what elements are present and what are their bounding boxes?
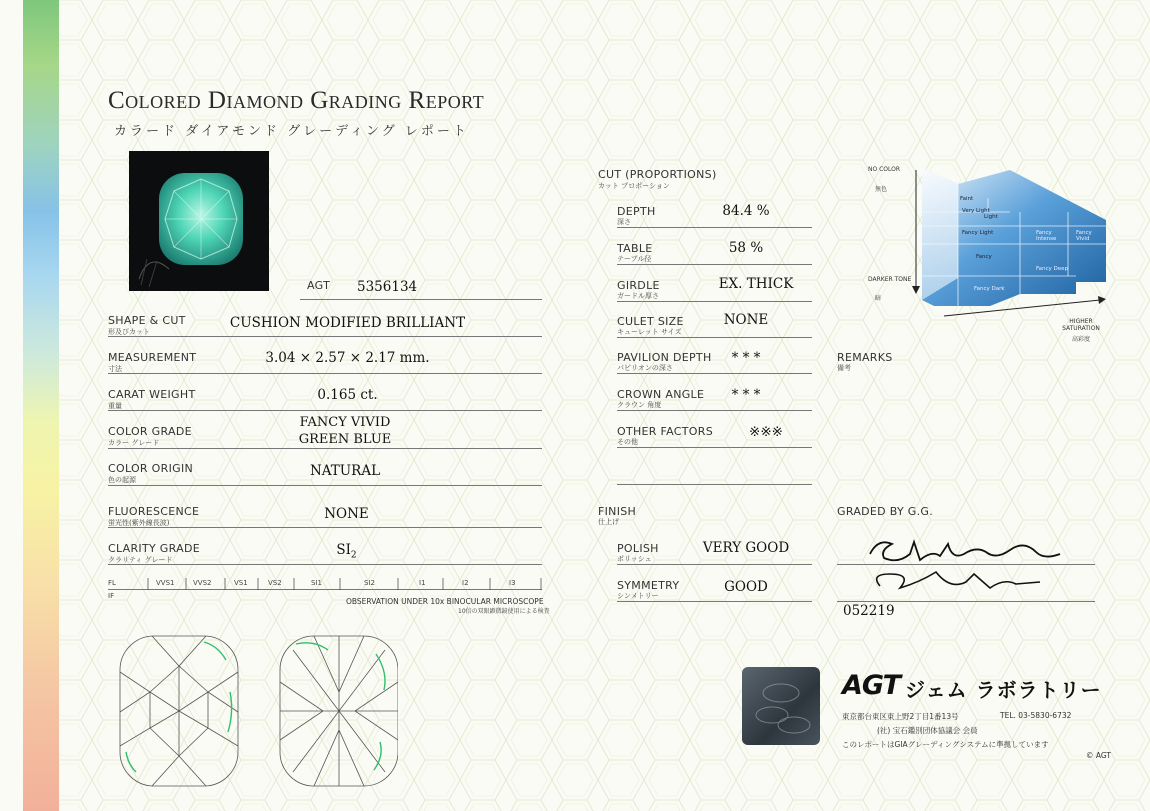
- field-label-color-origin: COLOR ORIGIN: [108, 462, 194, 475]
- field-value-fluorescence: NONE: [324, 506, 369, 522]
- cut-value-culet: NONE: [723, 312, 769, 328]
- finish-label-symmetry: SYMMETRY: [617, 579, 680, 592]
- chart-grade-faint: Faint: [960, 196, 974, 202]
- finish-value-polish: VERY GOOD: [702, 540, 790, 556]
- lab-address: 東京都台東区東上野2丁目1番13号: [842, 712, 959, 721]
- chart-grade-fancy-dark: Fancy Dark: [974, 286, 1005, 292]
- cut-value-other: ※※※: [749, 424, 783, 440]
- field-value-shape: CUSHION MODIFIED BRILLIANT: [229, 315, 466, 331]
- chart-no-color-jp: 無色: [875, 186, 888, 193]
- field-label-clarity: CLARITY GRADE: [108, 542, 200, 555]
- clarity-scale: [108, 576, 542, 590]
- report-title-jp: カラード ダイアモンド グレーディング レポート: [114, 124, 469, 139]
- field-value-clarity: $SI_2$: [336, 542, 357, 561]
- finish-value-symmetry: GOOD: [724, 579, 768, 595]
- cut-label-other-jp: その他: [617, 438, 638, 446]
- cut-label-depth: DEPTH: [617, 205, 656, 218]
- cut-label-girdle: GIRDLE: [617, 279, 660, 292]
- graded-by-label: GRADED BY G.G.: [837, 505, 934, 518]
- report-title: Colored Diamond Grading Report: [108, 87, 485, 114]
- chart-grade-fancy-vivid: Fancy Vivid: [1076, 230, 1092, 242]
- finish-label-polish-jp: ポリッシュ: [617, 555, 652, 563]
- chart-grade-fancy-light: Fancy Light: [962, 230, 994, 236]
- field-value-measurement: 3.04 × 2.57 × 2.17 mm.: [265, 350, 430, 366]
- clarity-scale-if: IF: [108, 592, 115, 600]
- chart-grade-fancy: Fancy: [976, 254, 992, 260]
- cut-label-table-jp: テーブル径: [617, 255, 652, 263]
- field-label-fluorescence: FLUORESCENCE: [108, 505, 200, 518]
- chart-higher-saturation: HIGHER SATURATION: [1062, 318, 1100, 332]
- clarity-scale-item: VVS2: [193, 579, 212, 587]
- cut-label-culet-jp: キューレット サイズ: [617, 328, 682, 336]
- cut-heading-jp: カット プロポーション: [598, 182, 670, 190]
- rainbow-strip: [23, 0, 59, 811]
- hologram-icon: [742, 667, 820, 745]
- report-number-label: AGT: [307, 279, 331, 292]
- field-label-measurement-jp: 寸法: [108, 365, 122, 373]
- field-value-color-grade: FANCY VIVID: [299, 415, 391, 430]
- clarity-scale-item: I1: [419, 579, 426, 587]
- clarity-scale-item: VS2: [268, 579, 282, 587]
- color-chart: [860, 160, 1120, 350]
- finish-label-symmetry-jp: シンメトリー: [617, 592, 659, 600]
- field-label-carat-jp: 重量: [108, 402, 122, 410]
- cut-label-depth-jp: 深さ: [617, 218, 631, 226]
- lab-association: (社) 宝石鑑別団体協議会 会員: [877, 726, 978, 735]
- chart-grade-fancy-intense: Fancy Intense: [1036, 230, 1057, 242]
- report-number: 5356134: [357, 279, 418, 295]
- field-label-color-grade-jp: カラー グレード: [108, 439, 160, 447]
- clarity-scale-item: VVS1: [156, 579, 175, 587]
- chart-higher-saturation-jp: 高彩度: [1072, 336, 1091, 343]
- finish-heading: FINISH: [598, 505, 637, 518]
- chart-grade-fancy-deep: Fancy Deep: [1036, 266, 1069, 272]
- field-label-shape: SHAPE & CUT: [108, 314, 186, 327]
- finish-label-polish: POLISH: [617, 542, 659, 555]
- remarks-label: REMARKS: [837, 351, 893, 364]
- cut-label-pavilion-jp: パビリオンの深さ: [617, 364, 673, 372]
- cut-heading: CUT (PROPORTIONS): [598, 168, 717, 181]
- field-label-color-origin-jp: 色の起源: [108, 476, 136, 484]
- cut-label-table: TABLE: [617, 242, 653, 255]
- cut-label-culet: CULET SIZE: [617, 315, 684, 328]
- field-label-shape-jp: 形及びカット: [108, 328, 150, 336]
- field-label-clarity-jp: クラリティ グレード: [108, 556, 173, 564]
- chart-grade-light: Light: [984, 214, 998, 220]
- chart-no-color: NO COLOR: [868, 166, 901, 173]
- clarity-scale-item: FL: [108, 579, 116, 587]
- clarity-plot-diagram: [118, 632, 398, 792]
- field-label-carat: CARAT WEIGHT: [108, 388, 196, 401]
- clarity-scale-item: I3: [509, 579, 516, 587]
- clarity-scale-item: SI2: [364, 579, 375, 587]
- field-value-carat: 0.165 ct.: [317, 387, 378, 403]
- cut-value-girdle: EX. THICK: [718, 276, 794, 292]
- hologram-seal: [742, 667, 820, 745]
- lab-copyright: © AGT: [1086, 751, 1112, 760]
- chart-darker-tone-jp: 暗: [875, 295, 882, 302]
- microscope-note: OBSERVATION UNDER 10x BINOCULAR MICROSCOPE: [346, 597, 544, 606]
- chart-grade-very-light: Very Light: [962, 208, 990, 214]
- diamond-photo: [129, 151, 269, 291]
- chart-darker-tone: DARKER TONE: [868, 276, 912, 283]
- lab-tel: TEL. 03-5830-6732: [1000, 711, 1072, 720]
- clarity-scale-item: SI1: [311, 579, 322, 587]
- microscope-note-jp: 10倍の双眼顕微鏡使用による検査: [458, 608, 550, 615]
- field-value-color-origin: NATURAL: [309, 463, 381, 479]
- remarks-label-jp: 備考: [837, 364, 851, 372]
- grader-code: 052219: [843, 603, 895, 619]
- cut-value-table: 58 %: [728, 240, 764, 256]
- clarity-scale-item: I2: [462, 579, 469, 587]
- diamond-icon: [129, 151, 269, 291]
- cut-label-pavilion: PAVILION DEPTH: [617, 351, 712, 364]
- cut-value-crown: * * *: [731, 387, 761, 403]
- cut-value-depth: 84.4 %: [722, 203, 770, 219]
- field-label-measurement: MEASUREMENT: [108, 351, 197, 364]
- lab-name-jp: ジェム ラボラトリー: [905, 678, 1102, 702]
- lab-system-note: このレポートはGIAグレーディングシステムに準拠しています: [842, 740, 1049, 749]
- cut-label-girdle-jp: ガードル厚さ: [617, 292, 659, 300]
- lab-logo: AGT: [842, 670, 901, 701]
- field-value-color-grade-2: GREEN BLUE: [298, 432, 392, 447]
- field-label-color-grade: COLOR GRADE: [108, 425, 192, 438]
- clarity-scale-item: VS1: [234, 579, 248, 587]
- cut-label-crown-jp: クラウン 角度: [617, 401, 662, 409]
- cut-label-crown: CROWN ANGLE: [617, 388, 705, 401]
- field-label-fluorescence-jp: 蛍光性(紫外線長波): [108, 519, 170, 527]
- cut-label-other: OTHER FACTORS: [617, 425, 713, 438]
- cut-value-pavilion: * * *: [731, 350, 761, 366]
- finish-heading-jp: 仕上げ: [598, 518, 619, 526]
